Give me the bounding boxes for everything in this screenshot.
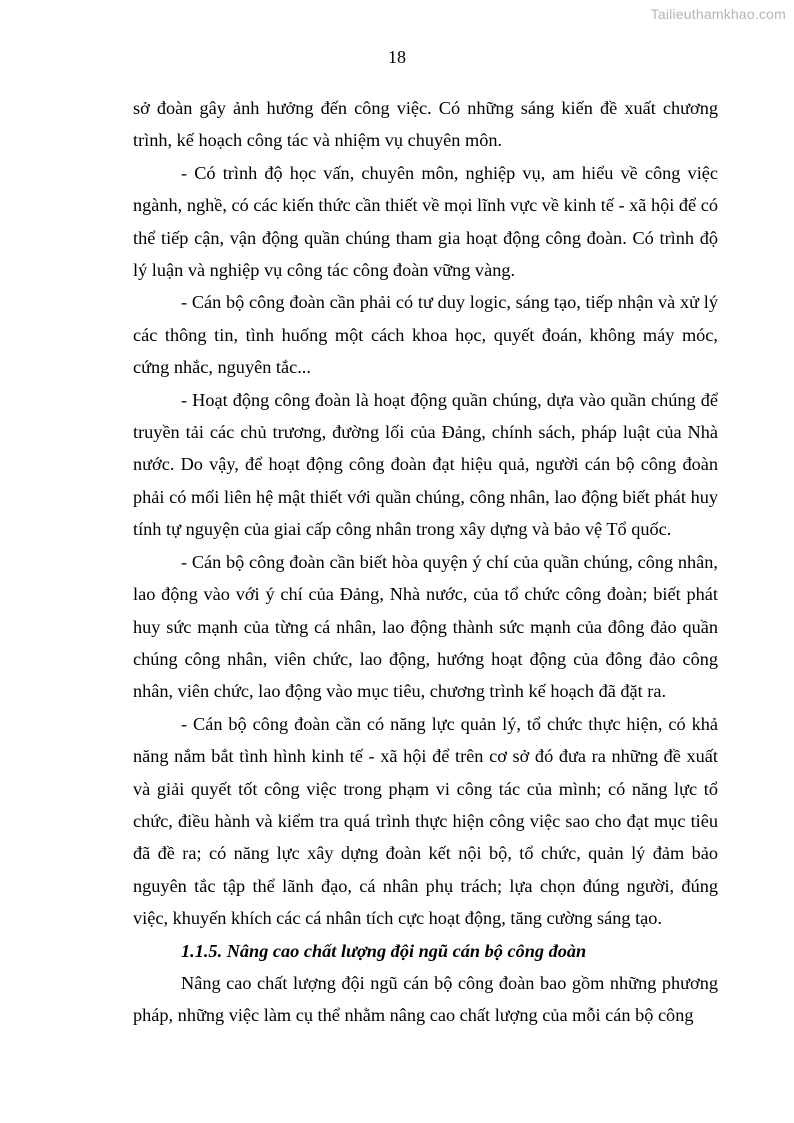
paragraph-management-capacity: - Cán bộ công đoàn cần có năng lực quản lý, tổ chức thực hiện, có khả năng nắm bắt tình hình kinh tế - xã hội để trên cơ sở đó đưa ra những đề xuất và giải quyết tốt công việc trong phạm vi công tác của mình; có năng lực tổ chức, điều hành và kiểm tra quá trình thực hiện công việc sao cho đạt mục tiêu đã đề ra; có năng lực xây dựng đoàn kết nội bộ, tổ chức, quản lý đảm bảo nguyên tắc tập thể lãnh đạo, cá nhân phụ trách; lựa chọn đúng người, đúng việc, khuyến khích các cá nhân tích cực hoạt động, tăng cường sáng tạo. [133, 713, 718, 929]
section-heading: 1.1.5. Nâng cao chất lượng đội ngũ cán bộ công đoàn [181, 940, 587, 961]
paragraph-education-requirement: - Có trình độ học vấn, chuyên môn, nghiệp vụ, am hiểu về công việc ngành, nghề, có các kiến thức cần thiết về mọi lĩnh vực về kinh tế - xã hội để có thể tiếp cận, vận động quần chúng tham gia hoạt động công đoàn. Có trình độ lý luận và nghiệp vụ công tác công đoàn vững vàng. [133, 162, 718, 281]
watermark-text: Tailieuthamkhao.com [650, 6, 786, 22]
paragraph-mass-activity: - Hoạt động công đoàn là hoạt động quần chúng, dựa vào quần chúng để truyền tải các chủ trương, đường lối của Đảng, chính sách, pháp luật của Nhà nước. Do vậy, để hoạt động công đoàn đạt hiệu quả, người cán bộ công đoàn phải có mối liên hệ mật thiết với quần chúng, công nhân, lao động biết phát huy tính tự nguyện của giai cấp công nhân trong xây dựng và bảo vệ Tổ quốc. [133, 389, 718, 540]
paragraph-logical-thinking: - Cán bộ công đoàn cần phải có tư duy logic, sáng tạo, tiếp nhận và xử lý các thông tin, tình huống một cách khoa học, quyết đoán, không máy móc, cứng nhắc, nguyên tắc... [133, 292, 718, 378]
page-number: 18 [388, 47, 406, 67]
paragraph-continuation: sở đoàn gây ảnh hưởng đến công việc. Có những sáng kiến đề xuất chương trình, kế hoạch công tác và nhiệm vụ chuyên môn. [133, 98, 718, 151]
document-body [133, 92, 718, 1032]
paragraph-unify-will: - Cán bộ công đoàn cần biết hòa quyện ý chí của quần chúng, công nhân, lao động vào với ý chí của Đảng, Nhà nước, của tổ chức công đoàn; biết phát huy sức mạnh của từng cá nhân, lao động thành sức mạnh của đông đảo quần chúng công nhân, viên chức, lao động, hướng hoạt động của đông đảo công nhân, viên chức, lao động vào mục tiêu, chương trình kế hoạch đã đặt ra. [133, 551, 718, 702]
paragraph-section-intro: Nâng cao chất lượng đội ngũ cán bộ công đoàn bao gồm những phương pháp, những việc làm cụ thể nhằm nâng cao chất lượng của mỗi cán bộ công [133, 972, 718, 1026]
